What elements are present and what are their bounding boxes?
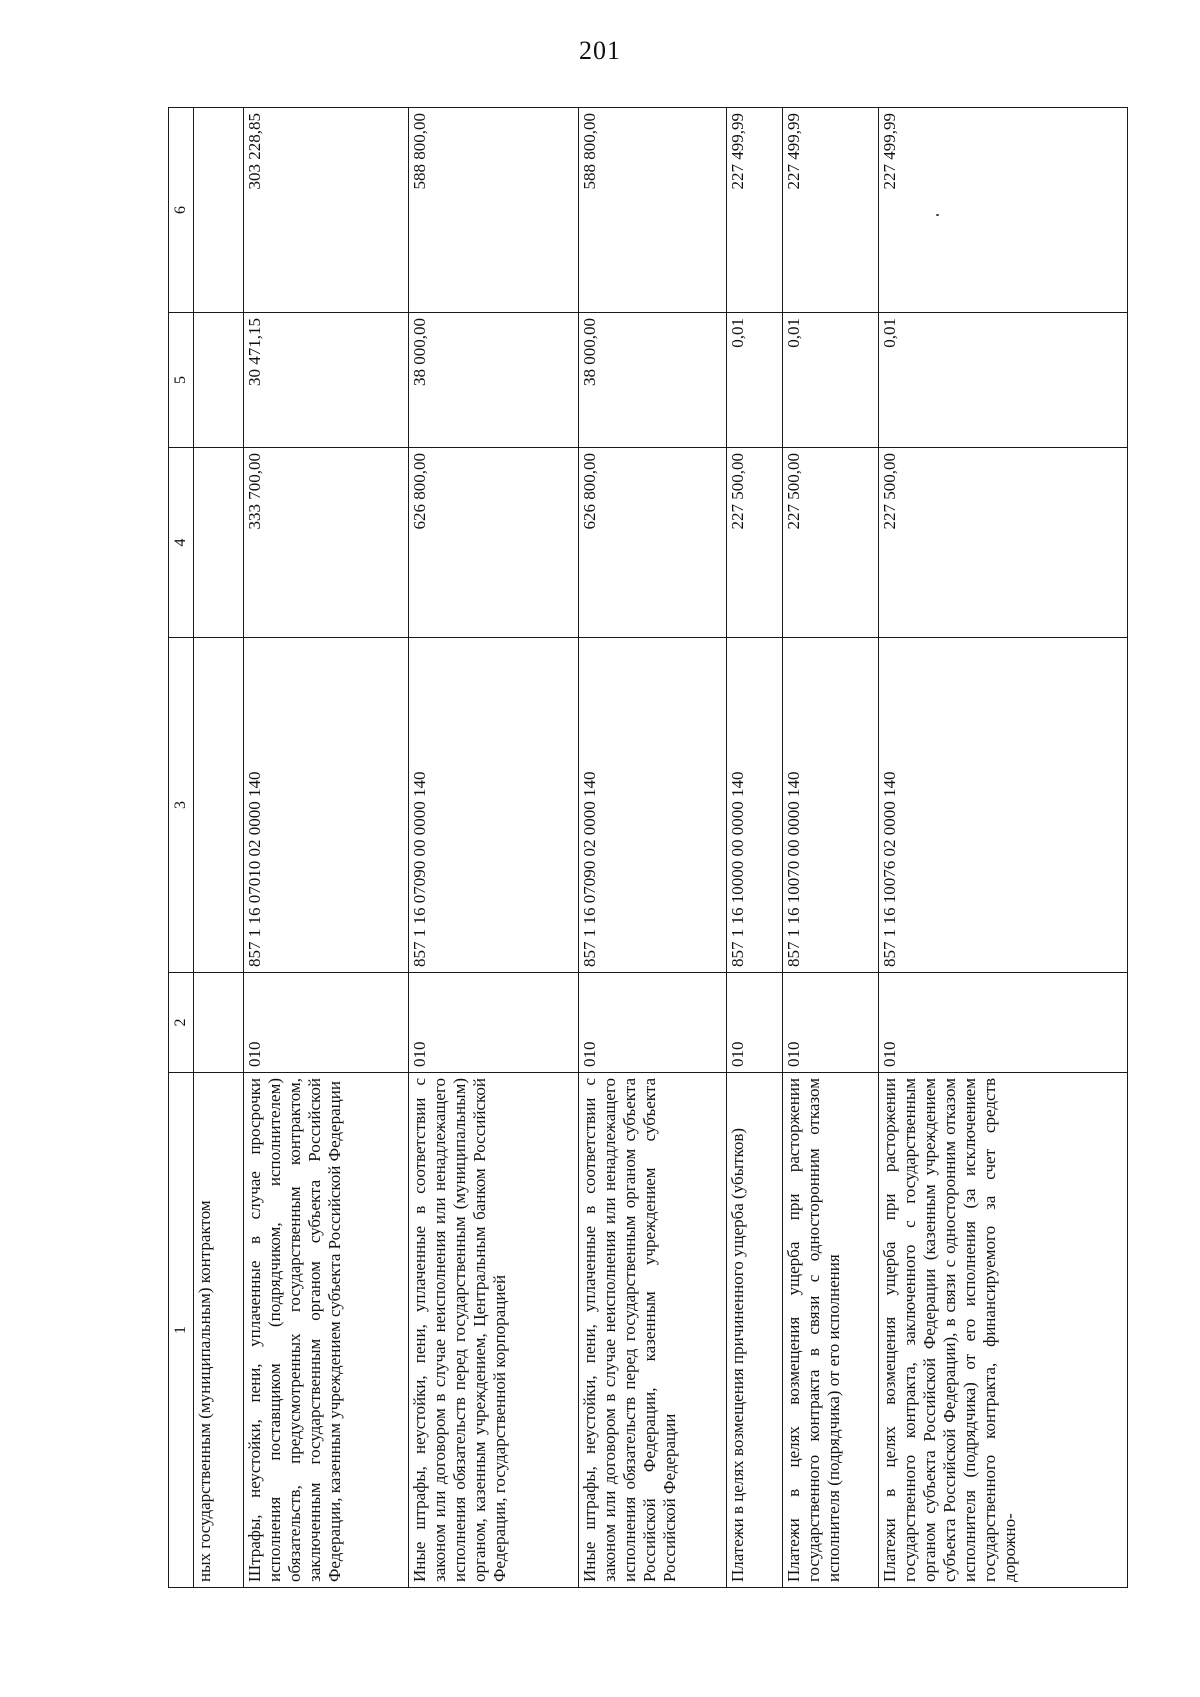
row-value-5-cell: 0,01 [879, 313, 1128, 448]
budget-revenue-table [168, 107, 1128, 1588]
row-code-cell: 010 [879, 973, 1128, 1073]
row-value-6-cell [194, 108, 244, 313]
row-value-4-cell: 227 500,00 [783, 448, 879, 638]
row-kbk-cell [194, 638, 244, 973]
row-value-4-cell: 626 800,00 [409, 448, 579, 638]
header-cell-1: 1 [169, 1073, 194, 1588]
row-kbk-cell: 857 1 16 07090 02 0000 140 [579, 638, 727, 973]
row-name-cell: Иные штрафы, неустойки, пени, уплаченные в соответствии с законом или договором в случае неисполнения или ненадлежащего исполнения обязательств перед государственным (муниципальным) органом, казенным учреждением, Центральным банком Российской Федерации, государственной корпорацией [409, 1073, 579, 1588]
row-name-cell: Штрафы, неустойки, пени, уплаченные в случае просрочки исполнения поставщиком (подрядчиком, исполнителем) обязательств, предусмотренных государственным контрактом, заключенным государственным органом субъекта Российской Федерации, казенным учреждением субъекта Российской Федерации [244, 1073, 409, 1588]
row-value-6-cell: 227 499,99 [783, 108, 879, 313]
row-value-5-cell: 0,01 [783, 313, 879, 448]
rotated-table-container [168, 108, 1128, 1588]
row-value-6-cell: 303 228,85 [244, 108, 409, 313]
row-kbk-cell: 857 1 16 10070 00 0000 140 [783, 638, 879, 973]
header-cell-4: 4 [169, 448, 194, 638]
row-value-6-cell: 588 800,00 [409, 108, 579, 313]
row-value-4-cell: 626 800,00 [579, 448, 727, 638]
row-name-cell: Платежи в целях возмещения ущерба при расторжении государственного контракта в связи с односторонним отказом исполнителя (подрядчика) от его исполнения [783, 1073, 879, 1588]
row-value-6-cell: 227 499,99 [727, 108, 783, 313]
row-name-cell: ных государственным (муниципальным) контрактом [194, 1073, 244, 1588]
row-value-5-cell [194, 313, 244, 448]
row-value-5-cell: 0,01 [727, 313, 783, 448]
row-value-5-cell: 38 000,00 [409, 313, 579, 448]
row-kbk-cell: 857 1 16 07010 02 0000 140 [244, 638, 409, 973]
table-row [244, 108, 409, 1588]
header-cell-5: 5 [169, 313, 194, 448]
row-value-4-cell: 227 500,00 [879, 448, 1128, 638]
row-value-4-cell: 333 700,00 [244, 448, 409, 638]
row-value-4-cell: 227 500,00 [727, 448, 783, 638]
row-value-6-cell: 588 800,00 [579, 108, 727, 313]
table-row [409, 108, 579, 1588]
page-number: 201 [579, 36, 621, 65]
table-row [879, 108, 1128, 1588]
row-value-5-cell: 30 471,15 [244, 313, 409, 448]
table-header-row [169, 108, 194, 1588]
row-value-4-cell [194, 448, 244, 638]
row-value-6-cell: 227 499,99 [879, 108, 1128, 313]
row-name-cell: Платежи в целях возмещения ущерба при расторжении государственного контракта, заключенного с государственным органом субъекта Российской Федерации (казенным учреждением субъекта Российской Федерации), в связи с односторонним отказом исполнителя (подрядчика) от его исполнения (за исключением государственного контракта, финансируемого за счет средств дорожно- [879, 1073, 1128, 1588]
row-code-cell: 010 [727, 973, 783, 1073]
row-kbk-cell: 857 1 16 10076 02 0000 140 [879, 638, 1128, 973]
row-code-cell: 010 [409, 973, 579, 1073]
table-row [783, 108, 879, 1588]
row-code-cell: 010 [783, 973, 879, 1073]
header-cell-6: 6 [169, 108, 194, 313]
row-code-cell: 010 [579, 973, 727, 1073]
row-kbk-cell: 857 1 16 07090 00 0000 140 [409, 638, 579, 973]
row-code-cell: 010 [244, 973, 409, 1073]
row-kbk-cell: 857 1 16 10000 00 0000 140 [727, 638, 783, 973]
row-value-5-cell: 38 000,00 [579, 313, 727, 448]
row-name-cell: Платежи в целях возмещения причиненного ущерба (убытков) [727, 1073, 783, 1588]
table-row [727, 108, 783, 1588]
header-cell-2: 2 [169, 973, 194, 1073]
row-code-cell [194, 973, 244, 1073]
table-row [579, 108, 727, 1588]
header-cell-3: 3 [169, 638, 194, 973]
table-row [194, 108, 244, 1588]
row-name-cell: Иные штрафы, неустойки, пени, уплаченные в соответствии с законом или договором в случае неисполнения или ненадлежащего исполнения обязательств перед государственным органом субъекта Российской Федерации, казенным учреждением субъекта Российской Федерации [579, 1073, 727, 1588]
